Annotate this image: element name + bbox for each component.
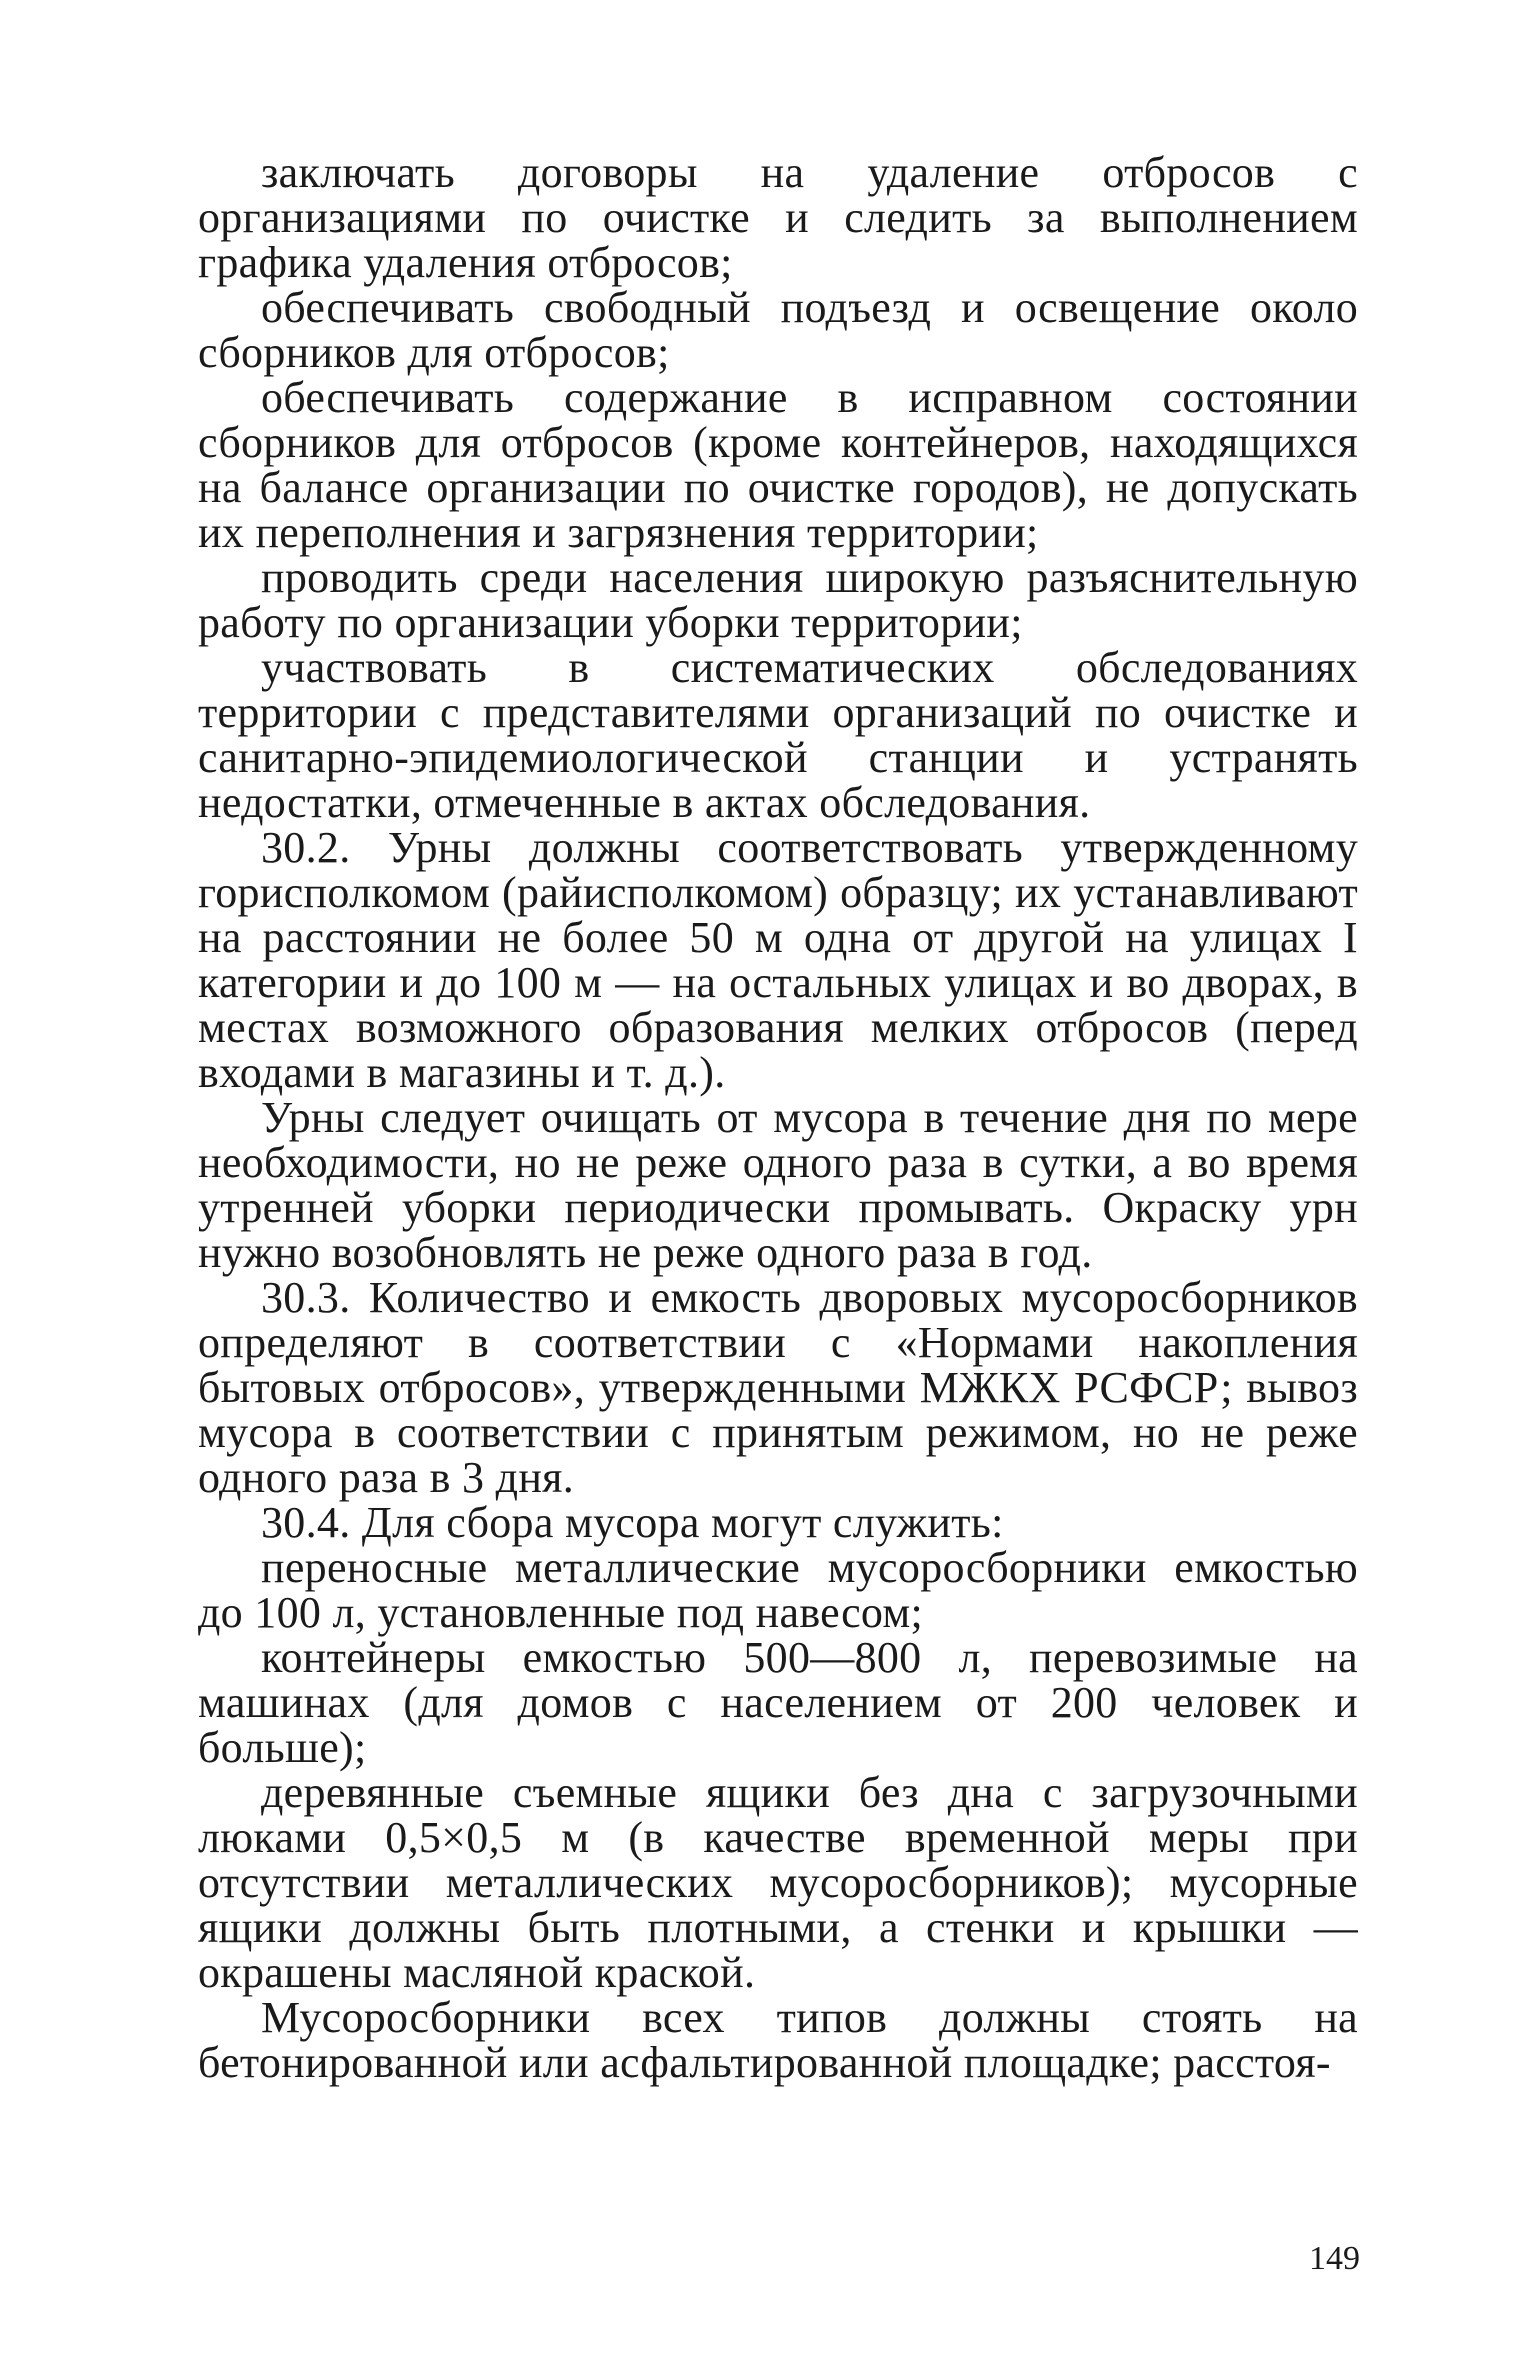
paragraph-8: 30.3. Количество и емкость дворовых мусоросборников определяют в соответствии с «Нормами накопления бытовых отбросов», утвержденными МЖКХ РСФСР; вывоз мусора в соответствии с принятым режимом, но не реже одного раза в 3 дня. [198,1273,1358,1502]
paragraph-4: проводить среди населения широкую разъяснительную работу по организации уборки территории; [198,553,1358,647]
paragraph-5: участвовать в систематических обследованиях территории с представителями организаций по очистке и санитарно-эпидемиологической станции и устранять недостатки, отмеченные в актах обследования. [198,643,1358,827]
paragraph-13: Мусоросборники всех типов должны стоять на бетонированной или асфальтированной площадке; расстоя- [198,1993,1358,2087]
paragraph-11: контейнеры емкостью 500—800 л, перевозимые на машинах (для домов с населением от 200 человек и больше); [198,1633,1358,1772]
page-number: 149 [1309,2240,1360,2277]
paragraph-7: Урны следует очищать от мусора в течение дня по мере необходимости, но не реже одного раза в сутки, а во время утренней уборки периодически промывать. Окраску урн нужно возобновлять не реже одного раза в год. [198,1093,1358,1277]
paragraph-1: заключать договоры на удаление отбросов с организациями по очистке и следить за выполнением графика удаления отбросов; [198,148,1358,287]
paragraph-12: деревянные съемные ящики без дна с загрузочными люками 0,5×0,5 м (в качестве временной меры при отсутствии металлических мусоросборников); мусорные ящики должны быть плотными, а стенки и крышки — окрашены масляной краской. [198,1768,1358,1997]
paragraph-10: переносные металлические мусоросборники емкостью до 100 л, установленные под навесом; [198,1543,1358,1637]
paragraph-3: обеспечивать содержание в исправном состоянии сборников для отбросов (кроме контейнеров, находящихся на балансе организации по очистке городов), не допускать их переполнения и загрязнения территории; [198,373,1358,557]
paragraph-9: 30.4. Для сбора мусора могут служить: [261,1498,1004,1547]
body-text [198,150,1358,2085]
paragraph-6: 30.2. Урны должны соответствовать утвержденному горисполкомом (райисполкомом) образцу; их устанавливают на расстоянии не более 50 м одна от другой на улицах I категории и до 100 м — на остальных улицах и во дворах, в местах возможного образования мелких отбросов (перед входами в магазины и т. д.). [198,823,1358,1097]
paragraph-2: обеспечивать свободный подъезд и освещение около сборников для отбросов; [198,283,1358,377]
